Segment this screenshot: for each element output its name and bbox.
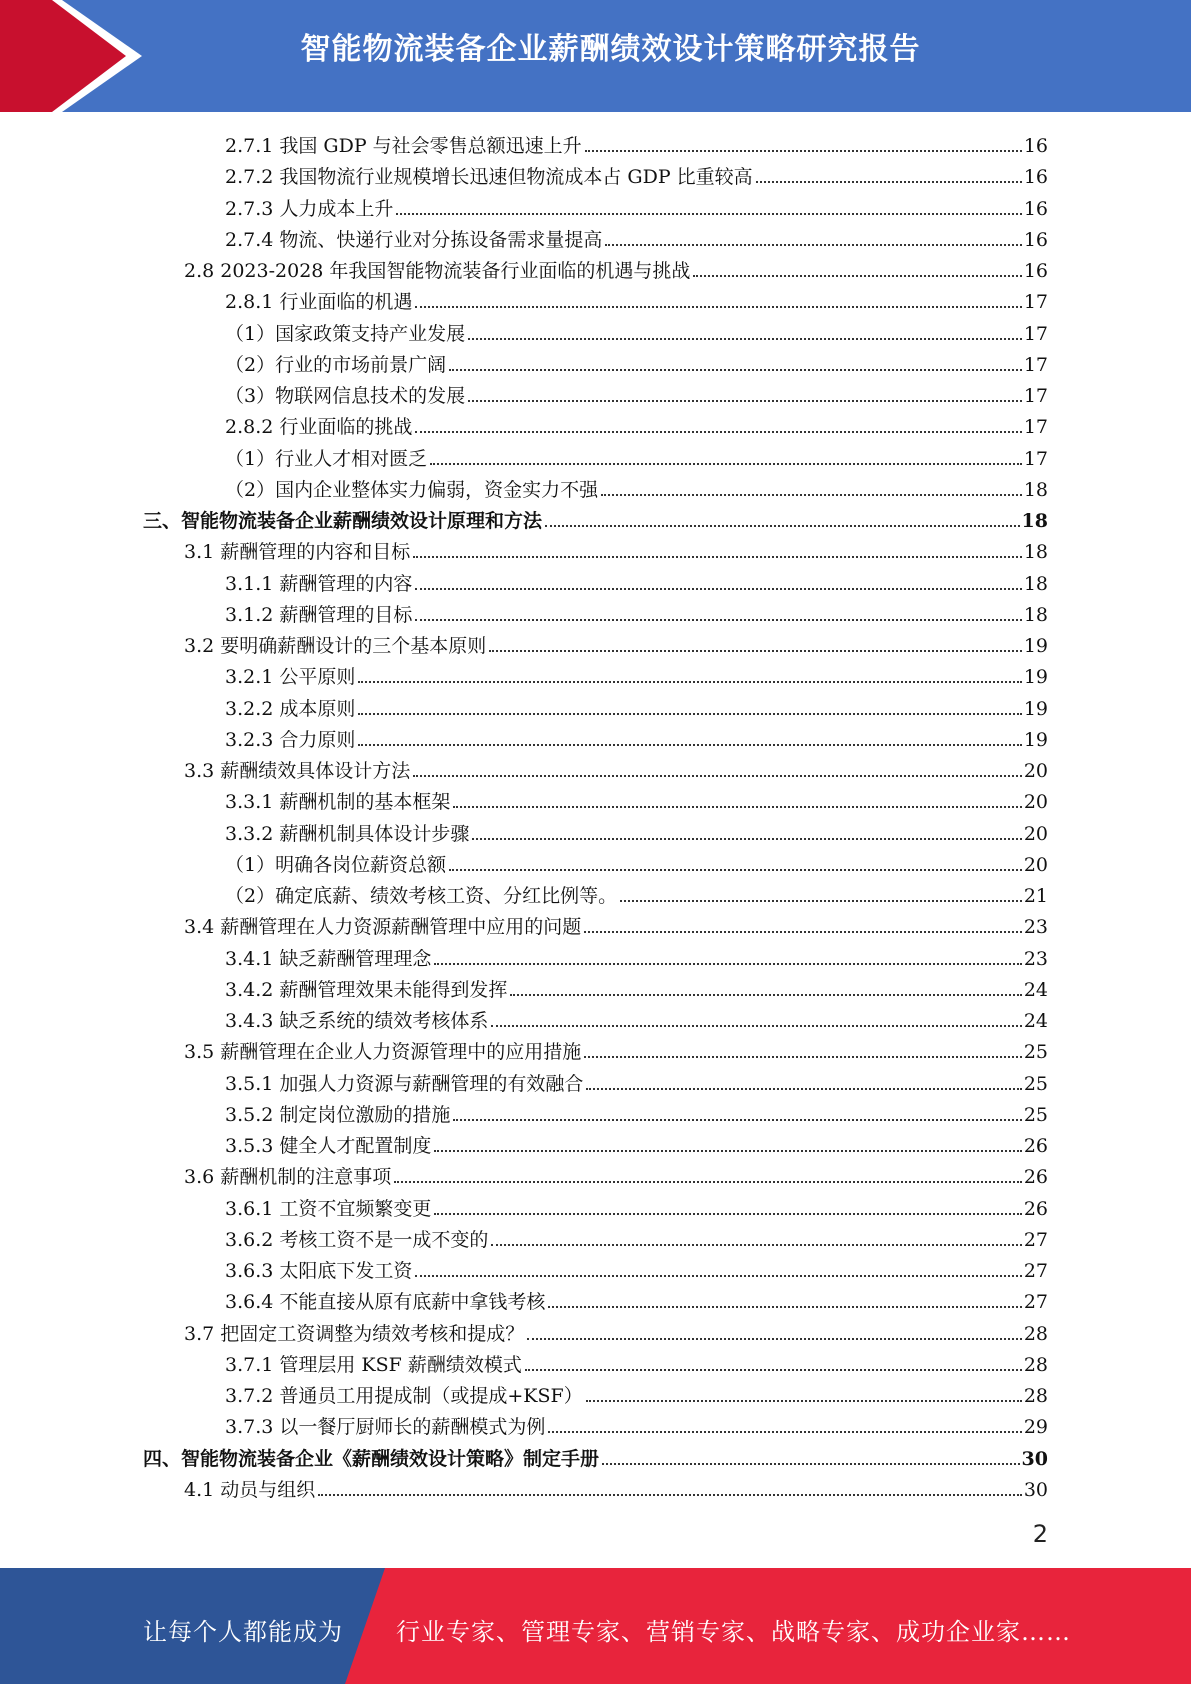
toc-dot-leader (601, 494, 1022, 496)
toc-entry-label: 3.2.3 合力原则 (225, 728, 356, 751)
toc-dot-leader (693, 275, 1021, 277)
toc-entry-label: 3.6 薪酬机制的注意事项 (184, 1166, 392, 1189)
toc-dot-leader (525, 1369, 1022, 1371)
toc-entry[interactable] (225, 128, 1048, 158)
toc-dot-leader (605, 244, 1021, 246)
toc-entry-page: 29 (1023, 1416, 1048, 1439)
toc-entry-page: 18 (1021, 510, 1048, 532)
toc-entry-label: 3.3 薪酬绩效具体设计方法 (184, 760, 411, 782)
toc-entry-page: 23 (1023, 916, 1048, 939)
toc-entry-page: 16 (1023, 135, 1048, 157)
toc-entry-page: 21 (1023, 885, 1048, 907)
toc-entry[interactable] (225, 378, 1048, 408)
toc-entry-page: 25 (1023, 1103, 1048, 1126)
toc-entry-label: （1）明确各岗位薪资总额 (225, 853, 447, 876)
toc-entry[interactable] (184, 1472, 1048, 1502)
toc-entry[interactable] (225, 1284, 1048, 1314)
toc-entry-label: 3.7.3 以一餐厅厨师长的薪酬模式为例 (225, 1416, 546, 1439)
toc-entry-page: 19 (1023, 635, 1048, 657)
toc-entry-page: 24 (1023, 978, 1048, 1001)
toc-entry[interactable] (225, 409, 1048, 439)
toc-entry-label: 四、智能物流装备企业《薪酬绩效设计策略》制定手册 (143, 1447, 600, 1470)
toc-dot-leader (584, 931, 1022, 933)
toc-entry[interactable] (225, 347, 1048, 377)
toc-entry[interactable] (184, 1034, 1048, 1064)
toc-entry[interactable] (225, 1222, 1048, 1252)
toc-entry-page: 16 (1023, 260, 1048, 282)
toc-entry-label: （1）国家政策支持产业发展 (225, 322, 466, 345)
toc-entry-label: 3.6.1 工资不宜频繁变更 (225, 1197, 432, 1220)
toc-entry-page: 18 (1023, 478, 1048, 501)
toc-entry-label: 2.7.1 我国 GDP 与社会零售总额迅速上升 (225, 135, 582, 157)
toc-entry-label: 3.4.2 薪酬管理效果未能得到发挥 (225, 978, 508, 1001)
toc-dot-leader (585, 150, 1022, 152)
toc-entry-label: 3.5 薪酬管理在企业人力资源管理中的应用措施 (184, 1041, 582, 1064)
toc-entry[interactable] (225, 659, 1048, 689)
toc-entry[interactable] (225, 1128, 1048, 1158)
toc-entry-label: 3.2.2 成本原则 (225, 697, 356, 720)
page-header (0, 0, 1191, 112)
toc-entry[interactable] (184, 1316, 1048, 1346)
toc-dot-leader (510, 994, 1021, 996)
toc-entry[interactable] (225, 472, 1048, 502)
toc-entry-label: 3.4.1 缺乏薪酬管理理念 (225, 947, 432, 970)
toc-dot-leader (358, 713, 1021, 715)
toc-entry-label: 3.6.4 不能直接从原有底薪中拿钱考核 (225, 1291, 546, 1314)
toc-entry[interactable] (225, 284, 1048, 314)
toc-entry-label: （2）确定底薪、绩效考核工资、分红比例等。 (225, 885, 618, 907)
toc-entry-page: 24 (1023, 1010, 1048, 1032)
toc-entry-page: 17 (1023, 416, 1048, 439)
toc-dot-leader (434, 963, 1021, 965)
toc-entry-page: 19 (1023, 666, 1048, 689)
toc-dot-leader (472, 838, 1021, 840)
toc-entry[interactable] (184, 753, 1048, 783)
toc-entry[interactable] (225, 222, 1048, 252)
toc-entry[interactable] (225, 1253, 1048, 1283)
toc-dot-leader (449, 869, 1022, 871)
toc-entry-page: 17 (1023, 291, 1048, 314)
toc-entry-page: 26 (1023, 1135, 1048, 1157)
toc-entry-label: 3.5.2 制定岗位激励的措施 (225, 1103, 451, 1126)
toc-entry-page: 28 (1023, 1322, 1048, 1345)
toc-entry-page: 26 (1023, 1197, 1048, 1220)
toc-entry[interactable] (225, 691, 1048, 721)
toc-entry-page: 27 (1023, 1291, 1048, 1314)
toc-entry-page: 18 (1023, 603, 1048, 626)
toc-entry-label: 3.6.3 太阳底下发工资 (225, 1260, 413, 1282)
toc-dot-leader (545, 525, 1020, 527)
footer-slogan-left: 让每个人都能成为 (143, 1618, 343, 1646)
toc-entry-page: 17 (1023, 385, 1048, 407)
toc-entry-page: 17 (1023, 447, 1048, 470)
toc-dot-leader (394, 1181, 1022, 1183)
toc-dot-leader (396, 213, 1021, 215)
toc-entry[interactable] (225, 972, 1048, 1002)
toc-entry-label: （1）行业人才相对匮乏 (225, 447, 428, 470)
toc-entry-label: 3.5.3 健全人才配置制度 (225, 1135, 432, 1157)
toc-entry[interactable] (143, 1441, 1048, 1471)
toc-entry[interactable] (225, 597, 1048, 627)
toc-entry[interactable] (225, 847, 1048, 877)
toc-entry-page: 25 (1023, 1041, 1048, 1064)
toc-dot-leader (548, 1431, 1021, 1433)
toc-entry-label: 2.7.3 人力成本上升 (225, 197, 394, 220)
toc-entry-label: 3.4.3 缺乏系统的绩效考核体系 (225, 1010, 489, 1032)
toc-entry-label: 3.7.1 管理层用 KSF 薪酬绩效模式 (225, 1353, 522, 1376)
toc-dot-leader (602, 1463, 1020, 1465)
toc-entry[interactable] (225, 1347, 1048, 1377)
toc-dot-leader (449, 369, 1022, 371)
toc-entry[interactable] (225, 878, 1048, 908)
toc-entry[interactable] (143, 503, 1048, 533)
toc-entry[interactable] (184, 534, 1048, 564)
toc-entry[interactable] (225, 316, 1048, 346)
toc-entry-page: 18 (1023, 541, 1048, 564)
toc-dot-leader (434, 1213, 1021, 1215)
toc-entry-label: 3.2.1 公平原则 (225, 666, 356, 689)
toc-entry[interactable] (225, 941, 1048, 971)
toc-entry[interactable] (225, 191, 1048, 221)
toc-entry-page: 20 (1023, 853, 1048, 876)
toc-entry-page: 20 (1023, 760, 1048, 782)
toc-dot-leader (430, 463, 1022, 465)
toc-entry-page: 19 (1023, 697, 1048, 720)
toc-entry-label: （2）国内企业整体实力偏弱，资金实力不强 (225, 478, 599, 501)
toc-entry[interactable] (225, 1378, 1048, 1408)
toc-entry-page: 23 (1023, 947, 1048, 970)
toc-entry-page: 27 (1023, 1228, 1048, 1251)
toc-dot-leader (491, 1025, 1021, 1027)
toc-entry-label: （2）行业的市场前景广阔 (225, 353, 447, 376)
toc-dot-leader (415, 588, 1021, 590)
toc-entry-label: 3.1.1 薪酬管理的内容 (225, 572, 413, 595)
toc-entry-label: 3.3.2 薪酬机制具体设计步骤 (225, 822, 470, 845)
toc-dot-leader (468, 400, 1022, 402)
toc-entry-label: （3）物联网信息技术的发展 (225, 385, 466, 407)
toc-entry[interactable] (225, 441, 1048, 471)
toc-entry-page: 28 (1023, 1353, 1048, 1376)
toc-entry-page: 30 (1021, 1447, 1048, 1470)
toc-dot-leader (415, 619, 1021, 621)
toc-dot-leader (434, 1150, 1021, 1152)
toc-dot-leader (358, 681, 1021, 683)
toc-entry-page: 28 (1023, 1385, 1048, 1407)
toc-entry[interactable] (184, 628, 1048, 658)
toc-dot-leader (491, 1244, 1021, 1246)
toc-dot-leader (453, 806, 1021, 808)
toc-dot-leader (527, 1338, 1022, 1340)
toc-entry-label: 3.1 薪酬管理的内容和目标 (184, 541, 411, 564)
page-number: 2 (1032, 1520, 1048, 1548)
toc-entry-page: 30 (1023, 1478, 1048, 1501)
toc-entry-label: 3.7 把固定工资调整为绩效考核和提成？ (184, 1322, 525, 1345)
toc-entry-label: 3.6.2 考核工资不是一成不变的 (225, 1228, 489, 1251)
toc-entry-label: 3.1.2 薪酬管理的目标 (225, 603, 413, 626)
toc-dot-leader (453, 1119, 1021, 1121)
toc-entry-label: 3.2 要明确薪酬设计的三个基本原则 (184, 635, 487, 657)
toc-entry-page: 16 (1023, 166, 1048, 189)
toc-dot-leader (413, 775, 1022, 777)
toc-entry[interactable] (225, 1066, 1048, 1096)
toc-dot-leader (586, 1400, 1022, 1402)
toc-entry[interactable] (184, 1159, 1048, 1189)
toc-entry-page: 26 (1023, 1166, 1048, 1189)
toc-entry-label: 3.4 薪酬管理在人力资源薪酬管理中应用的问题 (184, 916, 582, 939)
toc-entry[interactable] (184, 253, 1048, 283)
toc-dot-leader (548, 1306, 1021, 1308)
toc-entry-label: 三、智能物流装备企业薪酬绩效设计原理和方法 (143, 510, 543, 532)
toc-entry-label: 3.5.1 加强人力资源与薪酬管理的有效融合 (225, 1072, 584, 1095)
toc-dot-leader (358, 744, 1021, 746)
toc-entry-label: 2.8.2 行业面临的挑战 (225, 416, 413, 439)
toc-entry-page: 16 (1023, 197, 1048, 220)
toc-dot-leader (468, 338, 1022, 340)
toc-dot-leader (620, 900, 1022, 902)
toc-entry-page: 16 (1023, 228, 1048, 251)
toc-dot-leader (584, 1056, 1022, 1058)
toc-entry-page: 20 (1023, 822, 1048, 845)
toc-entry-label: 4.1 动员与组织 (184, 1478, 316, 1501)
toc-entry[interactable] (225, 784, 1048, 814)
toc-entry[interactable] (225, 1003, 1048, 1033)
toc-entry-page: 19 (1023, 728, 1048, 751)
toc-entry-page: 27 (1023, 1260, 1048, 1282)
toc-entry-label: 2.8 2023-2028 年我国智能物流装备行业面临的机遇与挑战 (184, 260, 691, 282)
report-title: 智能物流装备企业薪酬绩效设计策略研究报告 (300, 32, 921, 67)
toc-dot-leader (415, 1275, 1021, 1277)
toc-entry[interactable] (225, 1409, 1048, 1439)
toc-entry[interactable] (184, 909, 1048, 939)
toc-entry[interactable] (225, 722, 1048, 752)
toc-dot-leader (318, 1494, 1022, 1496)
toc-dot-leader (413, 556, 1022, 558)
toc-entry-page: 17 (1023, 322, 1048, 345)
footer-slogan-right: 行业专家、管理专家、营销专家、战略专家、成功企业家…… (396, 1618, 1071, 1646)
toc-entry-page: 17 (1023, 353, 1048, 376)
toc-entry[interactable] (225, 1097, 1048, 1127)
toc-entry-page: 20 (1023, 791, 1048, 814)
toc-entry-page: 25 (1023, 1072, 1048, 1095)
toc-dot-leader (489, 650, 1022, 652)
toc-entry[interactable] (225, 816, 1048, 846)
toc-entry-label: 3.3.1 薪酬机制的基本框架 (225, 791, 451, 814)
toc-dot-leader (415, 306, 1021, 308)
toc-entry[interactable] (225, 159, 1048, 189)
toc-dot-leader (586, 1088, 1021, 1090)
toc-entry[interactable] (225, 1191, 1048, 1221)
toc-dot-leader (415, 431, 1021, 433)
toc-entry-label: 2.7.4 物流、快递行业对分拣设备需求量提高 (225, 228, 603, 251)
toc-entry-label: 2.7.2 我国物流行业规模增长迅速但物流成本占 GDP 比重较高 (225, 166, 753, 189)
toc-dot-leader (756, 181, 1022, 183)
toc-entry[interactable] (225, 566, 1048, 596)
toc-entry-label: 3.7.2 普通员工用提成制（或提成+KSF） (225, 1385, 583, 1407)
toc-entry-page: 18 (1023, 572, 1048, 595)
toc-entry-label: 2.8.1 行业面临的机遇 (225, 291, 413, 314)
